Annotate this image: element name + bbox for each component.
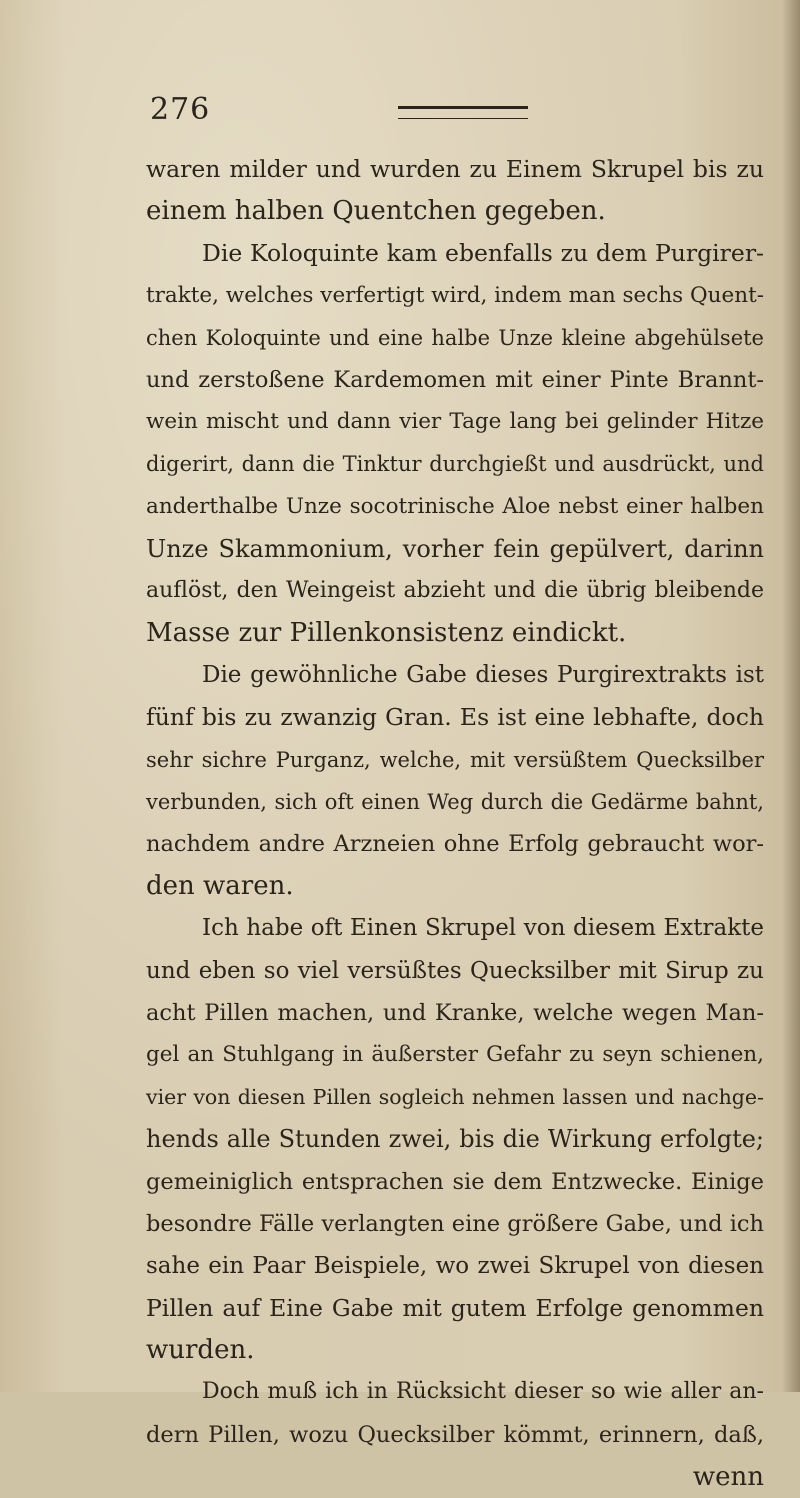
header-rule: [398, 106, 528, 119]
text-line: Unze Skammonium, vorher fein gepülvert, darinn: [146, 534, 764, 563]
text-line: digerirt, dann die Tinktur durchgießt und ausdrückt, und: [146, 452, 764, 477]
text-line: Die gewöhnliche Gabe dieses Purgirextrakts ist: [202, 662, 764, 689]
text-line: besondre Fälle verlangten eine größere Gabe, und ich: [146, 1210, 764, 1237]
text-line: verbunden, sich oft einen Weg durch die Gedärme bahnt,: [146, 789, 764, 814]
text-line: waren milder und wurden zu Einem Skrupel bis zu: [146, 155, 764, 183]
text-line: Die Koloquinte kam ebenfalls zu dem Purgirer-: [202, 239, 764, 268]
text-line: auflöst, den Weingeist abzieht und die übrig bleibende: [146, 577, 764, 603]
text-line: dern Pillen, wozu Quecksilber kömmt, erinnern, daß,: [146, 1421, 764, 1448]
text-line: gel an Stuhlgang in äußerster Gefahr zu seyn schienen,: [146, 1041, 764, 1067]
text-line: Pillen auf Eine Gabe mit gutem Erfolge genommen: [146, 1294, 764, 1323]
text-line: sehr sichre Purganz, welche, mit versüßtem Quecksilber: [146, 747, 764, 772]
text-line: einem halben Quentchen gegeben.: [146, 196, 606, 227]
text-line: und zerstoßene Kardemomen mit einer Pinte Brannt-: [146, 366, 764, 393]
text-line: chen Koloquinte und eine halbe Unze kleine abgehülsete: [146, 325, 764, 350]
text-line: trakte, welches verfertigt wird, indem man sechs Quent-: [146, 282, 764, 308]
text-line: Masse zur Pillenkonsistenz eindickt.: [146, 618, 627, 649]
text-line: acht Pillen machen, und Kranke, welche wegen Man-: [146, 999, 764, 1026]
text-line: gemeiniglich entsprachen sie dem Entzwecke. Einige: [146, 1168, 764, 1195]
text-line: und eben so viel versüßtes Quecksilber mit Sirup zu: [146, 957, 764, 984]
text-line: Doch muß ich in Rücksicht dieser so wie aller an-: [202, 1379, 764, 1405]
text-line: wurden.: [146, 1335, 255, 1366]
text-line: Ich habe oft Einen Skrupel von diesem Extrakte: [202, 915, 764, 942]
text-line: den waren.: [146, 871, 294, 902]
text-line: nachdem andre Arzneien ohne Erfolg gebraucht wor-: [146, 831, 764, 857]
page-number: 276: [150, 92, 211, 127]
text-line: vier von diesen Pillen sogleich nehmen lassen und nachge-: [146, 1085, 764, 1110]
text-line: hends alle Stunden zwei, bis die Wirkung erfolgte;: [146, 1125, 764, 1154]
page-edge-shadow: [782, 0, 800, 1392]
body-text: [146, 148, 764, 1498]
text-line: anderthalbe Unze socotrinische Aloe nebst einer halben: [146, 493, 764, 519]
text-line: fünf bis zu zwanzig Gran. Es ist eine lebhafte, doch: [146, 703, 764, 732]
text-line: wein mischt und dann vier Tage lang bei gelinder Hitze: [146, 409, 764, 435]
text-line: sahe ein Paar Beispiele, wo zwei Skrupel von diesen: [146, 1252, 764, 1279]
text-line: wenn: [692, 1461, 764, 1492]
